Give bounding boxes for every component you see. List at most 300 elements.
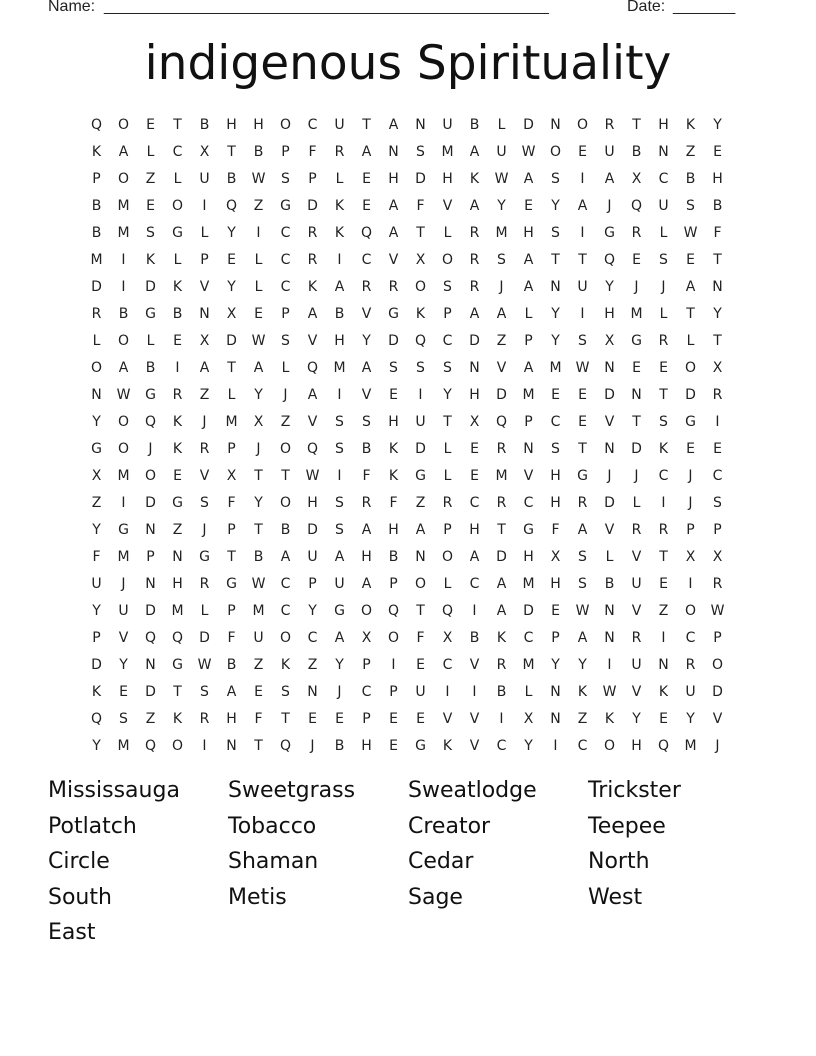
grid-letter: V [361, 386, 372, 403]
grid-letter: K [658, 440, 669, 457]
grid-letter: P [389, 575, 398, 592]
grid-letter: F [227, 629, 236, 646]
grid-letter: L [686, 332, 695, 349]
grid-letter: N [604, 359, 615, 376]
grid-letter: B [334, 305, 345, 322]
grid-letter: H [172, 575, 183, 592]
grid-letter: K [280, 656, 291, 673]
grid-letter: W [494, 170, 509, 187]
grid-letter: C [550, 413, 561, 430]
grid-letter: R [631, 521, 642, 538]
grid-letter: C [280, 575, 291, 592]
grid-letter: D [523, 602, 534, 619]
grid-letter: Y [92, 521, 101, 538]
grid-letter: H [712, 170, 723, 187]
grid-letter: M [117, 224, 130, 241]
grid-letter: H [658, 116, 669, 133]
grid-letter: I [499, 710, 504, 727]
grid-letter: P [443, 305, 452, 322]
grid-letter: P [551, 629, 560, 646]
grid-letter: K [469, 170, 480, 187]
grid-letter: A [469, 305, 480, 322]
grid-letter: V [199, 467, 210, 484]
grid-letter: E [632, 251, 641, 268]
grid-letter: P [389, 683, 398, 700]
grid-letter: A [118, 143, 129, 160]
grid-letter: E [578, 413, 587, 430]
grid-letter: K [91, 683, 102, 700]
grid-letter: C [280, 278, 291, 295]
grid-letter: S [281, 170, 290, 187]
word-list-item: Sage [408, 884, 463, 910]
grid-letter: T [632, 116, 641, 133]
grid-letter: T [713, 251, 722, 268]
grid-letter: V [442, 710, 453, 727]
grid-letter: T [659, 386, 668, 403]
grid-letter: Y [443, 386, 452, 403]
grid-letter: D [415, 170, 426, 187]
grid-letter: E [173, 332, 182, 349]
grid-letter: Q [171, 629, 184, 646]
grid-letter: D [415, 440, 426, 457]
grid-letter: H [631, 737, 642, 754]
grid-letter: T [632, 413, 641, 430]
grid-letter: A [361, 143, 372, 160]
grid-letter: L [254, 278, 263, 295]
grid-letter: I [418, 386, 423, 403]
grid-letter: H [361, 548, 372, 565]
grid-letter: V [469, 710, 480, 727]
grid-letter: L [281, 359, 290, 376]
grid-letter: X [712, 359, 723, 376]
grid-letter: T [578, 440, 587, 457]
grid-letter: L [443, 575, 452, 592]
grid-letter: P [281, 305, 290, 322]
grid-letter: T [551, 251, 560, 268]
grid-letter: N [145, 521, 156, 538]
grid-letter: A [388, 116, 399, 133]
grid-letter: J [148, 440, 153, 457]
grid-letter: I [607, 656, 612, 673]
grid-letter: C [577, 737, 588, 754]
grid-letter: R [469, 224, 480, 241]
grid-letter: S [281, 332, 290, 349]
grid-letter: L [524, 683, 533, 700]
grid-letter: Y [551, 197, 560, 214]
grid-letter: N [712, 278, 723, 295]
grid-letter: O [117, 332, 130, 349]
grid-letter: J [256, 440, 261, 457]
grid-letter: E [578, 386, 587, 403]
grid-letter: M [252, 602, 265, 619]
grid-letter: R [199, 575, 210, 592]
grid-letter: U [91, 575, 102, 592]
grid-letter: N [631, 386, 642, 403]
grid-letter: K [334, 224, 345, 241]
grid-letter: Y [362, 332, 371, 349]
grid-letter: P [227, 602, 236, 619]
grid-letter: J [715, 737, 720, 754]
grid-letter: S [335, 494, 344, 511]
grid-letter: W [116, 386, 131, 403]
grid-letter: W [575, 359, 590, 376]
grid-letter: S [443, 359, 452, 376]
grid-letter: B [469, 116, 480, 133]
grid-letter: X [685, 548, 696, 565]
grid-letter: B [631, 143, 642, 160]
grid-letter: R [712, 386, 723, 403]
grid-letter: G [280, 197, 291, 214]
grid-letter: P [227, 521, 236, 538]
grid-letter: U [496, 143, 507, 160]
grid-letter: N [172, 548, 183, 565]
grid-letter: P [200, 251, 209, 268]
grid-letter: R [496, 494, 507, 511]
grid-letter: A [496, 575, 507, 592]
grid-letter: T [227, 143, 236, 160]
grid-letter: Y [551, 305, 560, 322]
grid-letter: L [605, 548, 614, 565]
grid-letter: U [442, 116, 453, 133]
grid-letter: I [472, 683, 477, 700]
grid-letter: B [685, 170, 696, 187]
grid-letter: Q [144, 737, 157, 754]
grid-letter: U [334, 575, 345, 592]
grid-letter: G [685, 413, 696, 430]
grid-letter: W [710, 602, 725, 619]
grid-letter: C [685, 629, 696, 646]
grid-letter: N [469, 359, 480, 376]
grid-letter: X [226, 467, 237, 484]
grid-letter: S [416, 359, 425, 376]
grid-letter: A [334, 629, 345, 646]
grid-letter: Y [551, 332, 560, 349]
grid-letter: N [523, 440, 534, 457]
grid-letter: S [686, 197, 695, 214]
grid-letter: Y [713, 305, 722, 322]
grid-letter: Y [227, 224, 236, 241]
grid-letter: Q [144, 413, 157, 430]
grid-letter: F [254, 710, 263, 727]
grid-letter: V [496, 359, 507, 376]
grid-letter: Y [578, 656, 587, 673]
grid-letter: C [361, 683, 372, 700]
grid-letter: Q [657, 737, 670, 754]
grid-letter: H [388, 170, 399, 187]
grid-letter: U [577, 278, 588, 295]
grid-letter: T [254, 737, 263, 754]
grid-letter: J [688, 494, 693, 511]
grid-letter: C [469, 494, 480, 511]
grid-letter: A [577, 197, 588, 214]
grid-letter: S [281, 683, 290, 700]
word-list-item: South [48, 884, 112, 910]
grid-letter: D [604, 494, 615, 511]
word-list-item: Sweatlodge [408, 778, 537, 803]
word-list-item: Potlatch [48, 813, 137, 839]
grid-letter: R [469, 278, 480, 295]
grid-letter: R [469, 251, 480, 268]
grid-letter: G [523, 521, 534, 538]
grid-letter: R [577, 494, 588, 511]
grid-letter: T [686, 305, 695, 322]
grid-letter: K [172, 278, 183, 295]
grid-letter: O [576, 116, 589, 133]
name-field-line: __________________________________________________ [104, 0, 549, 15]
grid-letter: K [307, 278, 318, 295]
grid-letter: Y [92, 602, 101, 619]
grid-letter: D [91, 656, 102, 673]
grid-letter: M [117, 548, 130, 565]
grid-letter: L [227, 386, 236, 403]
word-list-item: Shaman [228, 849, 319, 874]
grid-letter: E [119, 683, 128, 700]
grid-letter: T [416, 602, 425, 619]
grid-letter: B [91, 197, 102, 214]
grid-letter: V [631, 602, 642, 619]
grid-letter: O [279, 629, 292, 646]
grid-letter: M [522, 575, 535, 592]
grid-letter: P [713, 521, 722, 538]
grid-letter: W [521, 143, 536, 160]
grid-letter: M [684, 737, 697, 754]
grid-letter: A [496, 305, 507, 322]
grid-letter: H [550, 494, 561, 511]
grid-letter: W [602, 683, 617, 700]
grid-letter: X [253, 413, 264, 430]
grid-letter: I [121, 494, 126, 511]
grid-letter: E [416, 656, 425, 673]
grid-letter: S [497, 251, 506, 268]
grid-letter: M [117, 467, 130, 484]
grid-letter: C [172, 143, 183, 160]
grid-letter: O [279, 116, 292, 133]
grid-letter: Y [335, 656, 344, 673]
page-title: indigenous Spirituality [144, 36, 672, 91]
grid-letter: U [199, 170, 210, 187]
grid-letter: F [389, 494, 398, 511]
word-list-item: Metis [228, 884, 287, 910]
grid-letter: H [226, 116, 237, 133]
grid-letter: X [469, 413, 480, 430]
grid-letter: S [389, 359, 398, 376]
word-list-item: North [588, 849, 650, 874]
grid-letter: P [308, 575, 317, 592]
grid-letter: Y [551, 656, 560, 673]
grid-letter: O [441, 548, 454, 565]
grid-letter: X [550, 548, 561, 565]
grid-letter: Z [172, 521, 183, 538]
grid-letter: B [226, 170, 237, 187]
grid-letter: L [335, 170, 344, 187]
grid-letter: U [118, 602, 129, 619]
grid-letter: E [551, 602, 560, 619]
grid-letter: Y [227, 278, 236, 295]
grid-letter: B [712, 197, 723, 214]
grid-letter: P [686, 521, 695, 538]
grid-letter: H [523, 224, 534, 241]
grid-letter: R [496, 656, 507, 673]
grid-letter: R [307, 251, 318, 268]
grid-letter: E [686, 440, 695, 457]
grid-letter: G [145, 386, 156, 403]
grid-letter: V [118, 629, 129, 646]
grid-letter: K [388, 440, 399, 457]
grid-letter: D [712, 683, 723, 700]
grid-letter: S [551, 170, 560, 187]
grid-letter: K [442, 737, 453, 754]
grid-letter: U [253, 629, 264, 646]
grid-letter: O [117, 413, 130, 430]
grid-letter: G [604, 224, 615, 241]
grid-letter: E [254, 305, 263, 322]
grid-letter: C [712, 467, 723, 484]
grid-letter: R [658, 521, 669, 538]
word-list-item: East [48, 920, 96, 945]
grid-letter: E [254, 683, 263, 700]
grid-letter: I [121, 278, 126, 295]
grid-letter: M [630, 305, 643, 322]
grid-letter: B [469, 629, 480, 646]
grid-letter: S [578, 548, 587, 565]
grid-letter: C [280, 224, 291, 241]
grid-letter: D [91, 278, 102, 295]
grid-letter: H [550, 575, 561, 592]
word-list-item: Cedar [408, 849, 474, 874]
grid-letter: Y [92, 737, 101, 754]
grid-letter: I [445, 683, 450, 700]
word-list [48, 778, 768, 956]
grid-letter: Y [605, 278, 614, 295]
grid-letter: K [172, 413, 183, 430]
grid-letter: U [685, 683, 696, 700]
grid-letter: N [658, 656, 669, 673]
grid-letter: M [171, 602, 184, 619]
grid-letter: L [200, 224, 209, 241]
grid-letter: B [118, 305, 129, 322]
grid-letter: Z [280, 413, 291, 430]
grid-letter: W [197, 656, 212, 673]
grid-letter: D [307, 197, 318, 214]
grid-letter: G [415, 467, 426, 484]
grid-letter: S [659, 251, 668, 268]
grid-letter: H [388, 521, 399, 538]
grid-letter: E [470, 440, 479, 457]
grid-letter: K [91, 143, 102, 160]
grid-letter: H [388, 413, 399, 430]
grid-letter: U [307, 548, 318, 565]
grid-letter: E [362, 197, 371, 214]
grid-letter: T [578, 251, 587, 268]
grid-letter: V [469, 656, 480, 673]
grid-letter: U [334, 116, 345, 133]
grid-letter: N [91, 386, 102, 403]
grid-letter: J [634, 278, 639, 295]
grid-letter: C [496, 737, 507, 754]
grid-letter: S [146, 224, 155, 241]
grid-letter: O [117, 440, 130, 457]
grid-letter: G [334, 602, 345, 619]
grid-letter: O [171, 737, 184, 754]
grid-letter: B [91, 224, 102, 241]
grid-letter: A [388, 224, 399, 241]
grid-letter: K [604, 710, 615, 727]
grid-letter: R [496, 440, 507, 457]
grid-letter: Z [496, 332, 507, 349]
grid-letter: A [361, 359, 372, 376]
grid-letter: S [578, 575, 587, 592]
grid-letter: I [688, 575, 693, 592]
word-search-grid [83, 111, 731, 759]
grid-letter: I [337, 386, 342, 403]
grid-letter: Z [415, 494, 426, 511]
grid-letter: I [256, 224, 261, 241]
grid-letter: O [684, 359, 697, 376]
grid-letter: K [172, 710, 183, 727]
grid-letter: O [603, 737, 616, 754]
grid-letter: H [469, 386, 480, 403]
grid-letter: X [91, 467, 102, 484]
grid-letter: U [631, 575, 642, 592]
grid-letter: A [577, 521, 588, 538]
grid-letter: N [550, 116, 561, 133]
grid-letter: P [92, 629, 101, 646]
grid-letter: O [441, 251, 454, 268]
grid-letter: M [117, 197, 130, 214]
grid-letter: E [362, 170, 371, 187]
grid-letter: G [91, 440, 102, 457]
grid-letter: E [146, 116, 155, 133]
grid-letter: L [524, 305, 533, 322]
grid-letter: E [335, 710, 344, 727]
word-list-item: Mississauga [48, 778, 180, 803]
grid-letter: F [551, 521, 560, 538]
grid-letter: A [523, 251, 534, 268]
grid-letter: O [711, 656, 724, 673]
grid-letter: C [442, 332, 453, 349]
grid-letter: O [360, 602, 373, 619]
grid-letter: C [523, 494, 534, 511]
grid-letter: P [281, 143, 290, 160]
grid-letter: I [337, 467, 342, 484]
grid-letter: E [308, 710, 317, 727]
grid-letter: A [334, 278, 345, 295]
grid-letter: N [658, 143, 669, 160]
word-list-item: Sweetgrass [228, 778, 356, 803]
grid-letter: L [173, 170, 182, 187]
grid-letter: I [175, 359, 180, 376]
grid-letter: W [305, 467, 320, 484]
grid-letter: G [118, 521, 129, 538]
grid-letter: T [227, 359, 236, 376]
grid-letter: N [604, 629, 615, 646]
grid-letter: C [361, 251, 372, 268]
grid-letter: S [578, 332, 587, 349]
grid-letter: D [145, 278, 156, 295]
grid-letter: B [253, 143, 264, 160]
grid-letter: V [604, 521, 615, 538]
grid-letter: X [199, 332, 210, 349]
grid-letter: D [685, 386, 696, 403]
grid-letter: S [551, 440, 560, 457]
grid-letter: D [496, 548, 507, 565]
grid-letter: N [226, 737, 237, 754]
grid-letter: G [172, 656, 183, 673]
grid-letter: D [226, 332, 237, 349]
grid-letter: Y [254, 386, 263, 403]
grid-letter: T [281, 467, 290, 484]
grid-letter: Q [306, 359, 319, 376]
